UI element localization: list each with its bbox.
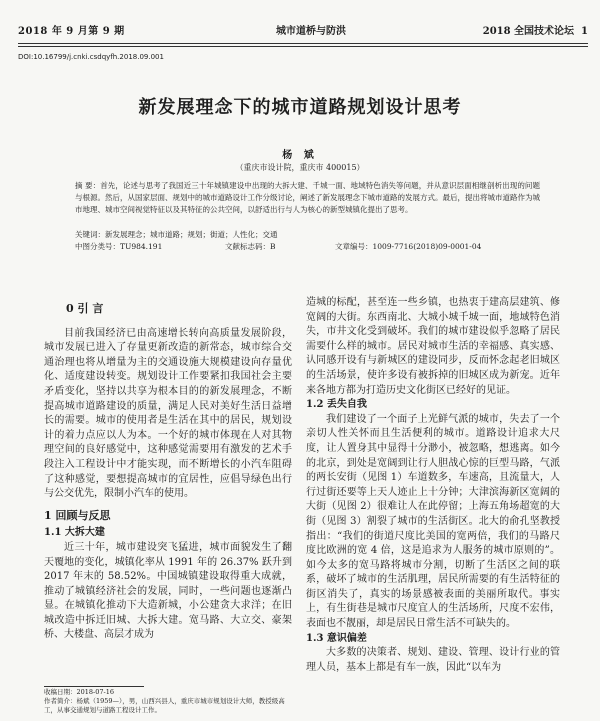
subsection-heading-awareness: 1.3 意识偏差 [306, 632, 367, 644]
affiliation: （重庆市设计院，重庆市 400015） [235, 163, 365, 172]
header-rule-top [18, 43, 588, 44]
paper-title: 新发展理念下的城市道路规划设计思考 [138, 97, 462, 118]
subsection-heading-demolition: 1.1 大拆大建 [44, 527, 105, 539]
section-heading-review: 1 回顾与反思 [44, 508, 111, 522]
intro-paragraph: 目前我国经济已由高速增长转向高质量发展阶段，城市发展已进入了存量更新改造的新常态，城市综合交通治理也将从增量为主的交通设施大规模建设向存量优化、适度建设转变。规划设计工作要紧扣我国社会主要矛盾变化，坚持以共享为根本目的的新发展理念，不断提高城市道路建设的质量，满足人民对美好生活日益增长的需要。城市的使用者是生活在其中的居民，规划设计的着力点应以人为本。一个好的城市体现在人对其物理空间的良好感觉中，这种感觉需要用有激发的艺术手段注入工程设计中才能实现，而不断增长的小汽车阻碍了这种感觉，要想提高城市的宜居性，应倡导绿色出行与公交优先，限制小汽车的使用。 [44, 327, 292, 500]
right-column [306, 296, 560, 675]
keywords: 关键词：新发展理念；城市道路；规划；街道；人性化；交通 [75, 230, 278, 239]
running-header [18, 10, 588, 42]
self-loss-paragraph: 我们建设了一个面子上光鲜气派的城市，失去了一个亲切人性关怀而且生活便利的城市。道路设计追求大尺度，让人置身其中显得十分渺小，被忽略，想逃离。如今的北京，到处是宽阔到让行人胆战心惊的巨型马路，气派的两长安街（见图 1）车道数多，车速高，且流量大，人行过街还要等上天人迹止上十分钟；大津滨海新区宽阔的大街（见图 2）很难让人在此停留；上海五角场超宽的大街（见图 3）割裂了城市的生活街区。北大的俞孔坚教授指出：“我们的街道尺度比美国的宽两倍，我们的马路尺度比欧洲的宽 4 倍，这是追求为人服务的城市原则的”。如今太多的宽马路将城市分割，切断了生活区之间的联系，破坏了城市的生活肌理，居民所需要的有生活特征的街区消失了，真实的场景感被表面的美丽所取代。事实上，有生街巷是城市尺度宜人的生活场所，尺度不宏伟，表面也不靓丽，却是居民日常生活不可缺失的。 [306, 413, 560, 630]
section-heading-intro: 0 引 言 [66, 302, 104, 315]
subsection-heading-self-loss: 1.2 丢失自我 [306, 399, 367, 411]
continued-paragraph: 造城的标配，甚至连一些乡镇，也热衷于建高层建筑、修宽阔的大街。东西南北、大城小城千城一面，地域特色消失，市井文化受到破坏。我们的城市建设似乎忽略了居民需要什么样的城市。居民对城市生活的幸福感、真实感、认同感开设有与新城区的建设同步，反而怀念起老旧城区的生活场景，使许多设有被拆掉的旧城区成为新宠。近年来各地方都为打造历史文化街区已经好的见证。 [306, 297, 560, 396]
footnote-rule [44, 686, 144, 687]
demolition-paragraph: 近三十年，城市建设突飞猛进，城市面貌发生了翻天覆地的变化，城镇化率从 1991 年的 26.37% 跃升到 2017 年末的 58.52%。中国城镇建设取得重大成就，推动了城镇经济社会的发展，同时，一些问题也逐渐凸显。在城镇化推动下大造新城，小公建贪大求洋；在旧城改造中拆迁旧城、大拆大建。宽马路、大立交、豪架桥、大楼盘、高层才成为 [44, 541, 292, 641]
issue-label: 2018 年 9 月第 9 期 [18, 26, 125, 37]
page-number: 1 [581, 26, 588, 37]
header-rule-bottom [18, 46, 588, 47]
received-date: 收稿日期：2018-07-16 [44, 688, 114, 696]
abstract: 摘 要：首先，论述与思考了我国近三十年城镇建设中出现的大拆大建、千城一面、地域特色消失等问题，并从意识层面相继剖析出现的问题与根源。然后，从国家层面、规划中的城市道路设计工作分级讨论，阐述了新发展理念下城市道路的发展方式。最后，提出将城市道路作为城市地理、城市空间视觉特征以及其特征的公共空间，以舒适出行与人为核心的新型城镇化提出了思考。 [75, 181, 540, 214]
column-name: 2018 全国技术论坛 [482, 26, 575, 37]
clc-number: 中图分类号：TU984.191 [75, 242, 163, 251]
awareness-paragraph: 大多数的决策者、规划、建设、管理、设计行业的管理人员，基本上都是有车一族，因此“以车为 [306, 647, 560, 673]
author-bio: 作者简介：杨斌（1959—），男，山西兴县人，重庆市城市规划设计大师，教授级高工，从事交通规划与道路工程设计工作。 [44, 697, 285, 714]
footnote [44, 688, 294, 715]
column-and-page [483, 22, 588, 37]
article-number: 文章编号：1009-7716(2018)09-0001-04 [335, 242, 482, 251]
doi[interactable]: DOI:10.16799/j.cnki.csdqyfh.2018.09.001 [18, 53, 164, 61]
left-column [44, 302, 292, 643]
journal-section: 城市道桥与防洪 [276, 26, 346, 37]
author: 杨 斌 [282, 150, 318, 161]
document-code: 文献标志码：B [225, 242, 276, 251]
